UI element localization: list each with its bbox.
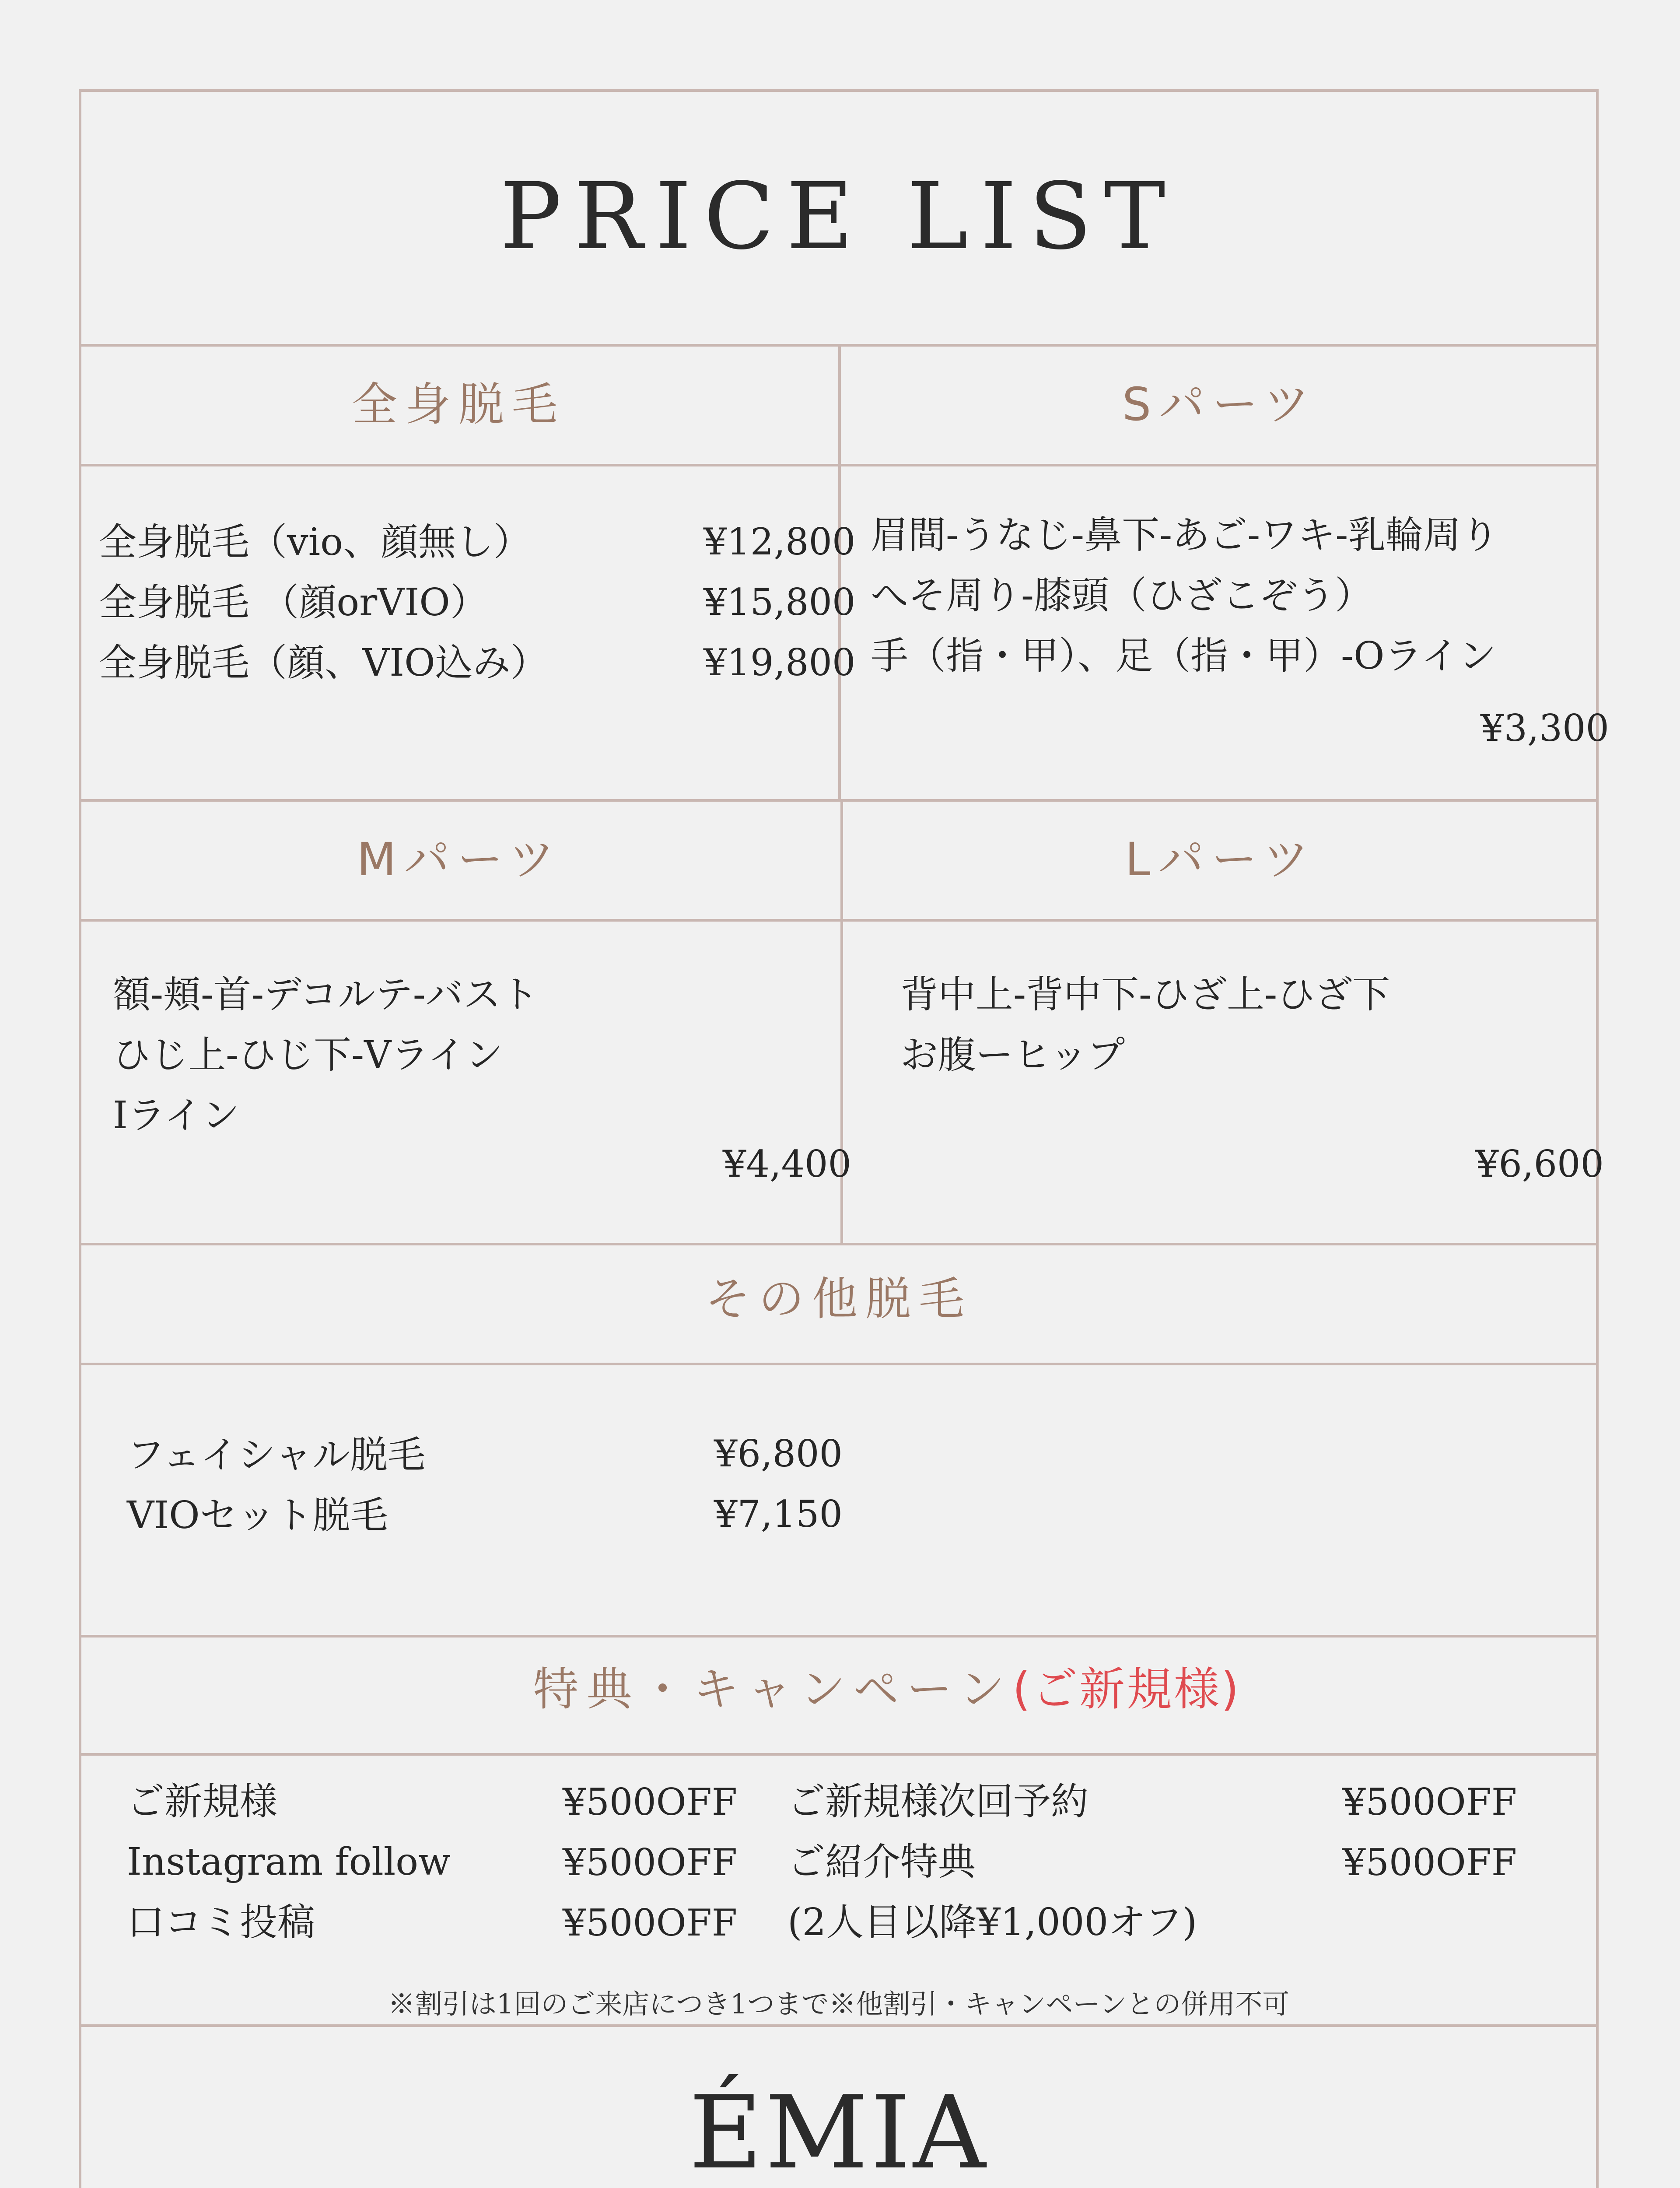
campaign-item-name: (2人目以降¥1,000オフ) <box>788 1900 1197 1944</box>
other-item-price: ¥6,800 <box>714 1432 843 1475</box>
campaign-item-price: ¥500OFF <box>563 1901 738 1944</box>
full-body-item-price: ¥19,800 <box>704 641 856 684</box>
l-parts-line: 背中上-背中下-ひざ上-ひざ下 <box>900 973 1390 1017</box>
l-parts-price: ¥6,600 <box>1475 1143 1604 1185</box>
m-parts-line: ひじ上-ひじ下-Vライン <box>113 1033 503 1077</box>
campaign-item-name: ご新規様次回予約 <box>788 1780 1088 1823</box>
other-item-name: フェイシャル脱毛 <box>127 1433 425 1477</box>
campaign-item-name: Instagram follow <box>127 1840 451 1884</box>
other-item-name: VIOセット脱毛 <box>127 1494 388 1537</box>
page-title: PRICE LIST <box>500 163 1178 270</box>
m-parts-price: ¥4,400 <box>723 1143 851 1185</box>
section-heading-campaign <box>127 1662 1647 1716</box>
full-body-item-name: 全身脱毛（顔、VIO込み） <box>99 641 548 685</box>
full-body-item-price: ¥15,800 <box>704 581 856 624</box>
s-parts-line: 眉間-うなじ-鼻下-あご-ワキ-乳輪周り <box>871 513 1499 557</box>
section-heading-s-parts: Sパーツ <box>1122 378 1317 431</box>
campaign-item-price: ¥500OFF <box>1342 1781 1517 1823</box>
s-parts-price: ¥3,300 <box>1480 707 1609 750</box>
full-body-item-name: 全身脱毛 （顔orVIO） <box>99 581 488 624</box>
campaign-heading-text: 特典・キャンペーン <box>533 1662 1013 1716</box>
divider <box>79 1363 1599 1365</box>
discount-note: ※割引は1回のご来店につき1つまで※他割引・キャンペーンとの併用不可 <box>388 1988 1290 2020</box>
campaign-item-price: ¥500OFF <box>1342 1841 1517 1884</box>
campaign-item-name: ご紹介特典 <box>788 1840 976 1884</box>
m-parts-line: Iライン <box>113 1094 240 1137</box>
divider <box>79 1635 1599 1637</box>
campaign-item-name: ご新規様 <box>127 1780 277 1823</box>
other-item-price: ¥7,150 <box>714 1493 843 1536</box>
l-parts-line: お腹ーヒップ <box>900 1033 1125 1077</box>
divider <box>79 2024 1599 2027</box>
full-body-item-price: ¥12,800 <box>704 520 856 563</box>
divider <box>79 1243 1599 1245</box>
campaign-heading-highlight: (ご新規様) <box>1012 1662 1241 1716</box>
section-heading-l-parts: Lパーツ <box>1125 833 1317 886</box>
campaign-item-name: 口コミ投稿 <box>127 1900 315 1944</box>
section-heading-m-parts: Mパーツ <box>357 833 563 886</box>
divider <box>79 1753 1599 1756</box>
campaign-item-price: ¥500OFF <box>563 1781 738 1823</box>
campaign-item-price: ¥500OFF <box>563 1841 738 1884</box>
brand-logo: ÉMIA <box>689 2075 989 2188</box>
section-heading-full-body: 全身脱毛 <box>351 378 565 431</box>
divider <box>79 919 1599 922</box>
s-parts-line: 手（指・甲）、足（指・甲）-Oライン <box>871 634 1496 678</box>
section-heading-other: その他脱毛 <box>705 1272 972 1325</box>
s-parts-line: へそ周り-膝頭（ひざこぞう） <box>871 574 1373 617</box>
full-body-item-name: 全身脱毛（vio、顔無し） <box>99 520 531 564</box>
m-parts-line: 額-頬-首-デコルテ-バスト <box>113 973 539 1017</box>
